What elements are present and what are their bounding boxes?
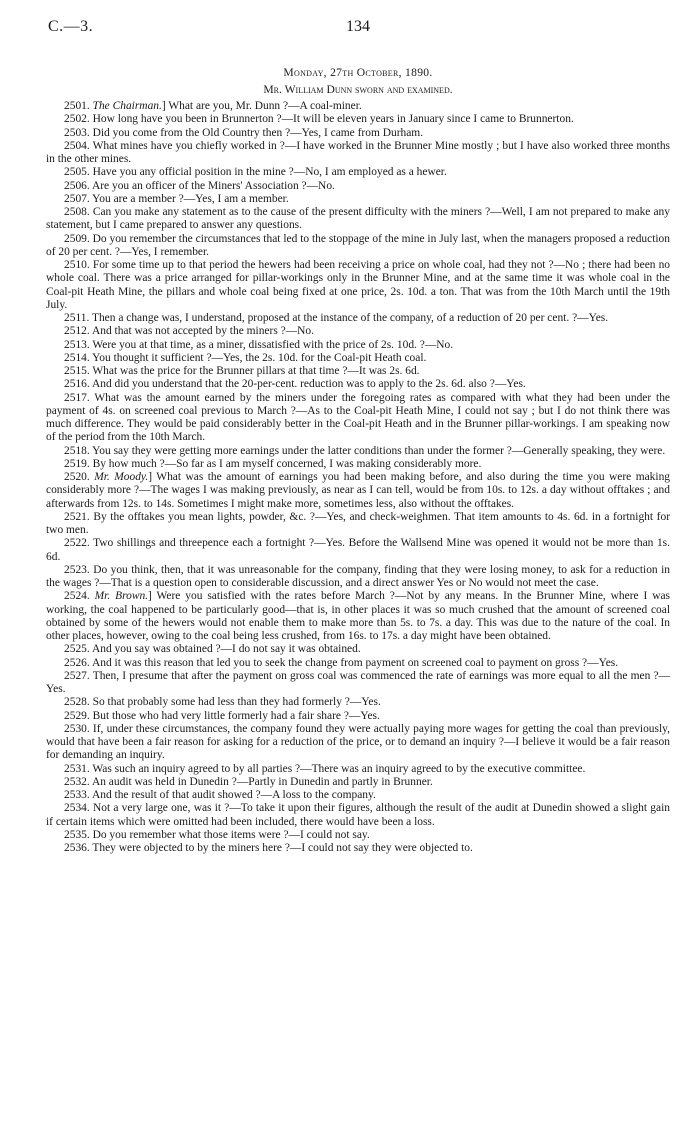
question-number: 2515. <box>64 365 90 377</box>
paragraph-text: And the result of that audit showed ?—A loss to the company. <box>91 789 376 801</box>
testimony-paragraph <box>46 763 670 776</box>
question-number: 2529. <box>64 709 90 722</box>
testimony-paragraph <box>46 166 670 179</box>
paragraph-text: Then a change was, I understand, proposed at the instance of the company, of a reduction of 20 per cent. ?—Yes. <box>91 312 609 324</box>
question-number: 2525. <box>64 643 90 656</box>
paragraph-text: Are you an officer of the Miners' Association ?—No. <box>91 179 335 192</box>
speaker-name: Mr. Moody. <box>94 471 149 483</box>
testimony-paragraph <box>46 458 670 471</box>
paragraph-text: And you say was obtained ?—I do not say it was obtained. <box>91 643 361 656</box>
question-number: 2502. <box>64 113 90 126</box>
witness-heading: Mr. William Dunn sworn and examined. <box>263 83 453 96</box>
testimony-paragraph <box>46 259 670 312</box>
paragraph-text: Do you think, then, that it was unreasonable for the company, finding that they were losing money, to ask for a reduction in the wages ?—That is a question open to considerable discussion, and a direct answer Yes or No would not meet the case. <box>46 563 670 589</box>
testimony-paragraph <box>46 471 670 511</box>
testimony-paragraph <box>46 206 670 233</box>
testimony-paragraph <box>46 365 670 378</box>
page-header <box>46 12 670 42</box>
question-number: 2514. <box>64 351 90 364</box>
document-reference: C.—3. <box>48 18 94 35</box>
testimony-paragraph <box>46 776 670 789</box>
speaker-name: The Chairman. <box>92 100 162 112</box>
paragraph-text: What was the price for the Brunner pillars at that time ?—It was 2s. 6d. <box>92 365 420 377</box>
paragraph-text: Then, I presume that after the payment on gross coal was commenced the rate of earnings was more equal to all the men ?—Yes. <box>46 669 670 695</box>
question-number: 2509. <box>64 232 90 245</box>
paragraph-text: By how much ?—So far as I am myself concerned, I was making considerably more. <box>92 457 482 470</box>
paragraph-text: Was such an inquiry agreed to by all parties ?—There was an inquiry agreed to by the executive committee. <box>92 762 586 775</box>
question-number: 2523. <box>64 563 90 576</box>
question-number: 2526. <box>64 656 90 669</box>
question-number: 2530. <box>64 722 90 735</box>
question-number: 2505. <box>64 166 90 179</box>
question-number: 2533. <box>64 789 90 801</box>
paragraph-text: What was the amount earned by the miners under the foregoing rates as compared with what they had been under the payment of 4s. on screened coal previous to March ?—As to the Coal-pit Heath Mine, I could not say ; but I do not think there was much difference. They would be paid considerably better in the Coal-pit Heath and in the Brunner pillar-workings. I am speaking now of the period from the 10th March. <box>46 391 671 444</box>
testimony-paragraph <box>46 590 670 643</box>
question-number: 2512. <box>64 325 90 338</box>
paragraph-text: Did you come from the Old Country then ?—Yes, I came from Durham. <box>92 126 424 139</box>
paragraph-text: And did you understand that the 20-per-cent. reduction was to apply to the 2s. 6d. also ?—Yes. <box>91 378 526 391</box>
paragraph-text: You say they were getting more earnings under the latter conditions than under the former ?—Generally speaking, they were. <box>92 444 666 457</box>
paragraph-text: Can you make any statement as to the cause of the present difficulty with the miners ?—Well, I am not prepared to make any statement, but I came prepared to answer any questions. <box>46 206 670 232</box>
testimony-paragraph <box>46 696 670 709</box>
document-page <box>46 12 670 855</box>
testimony-paragraph <box>46 802 670 829</box>
question-number: 2504. <box>64 139 90 152</box>
paragraph-text: But those who had very little formerly had a fair share ?—Yes. <box>92 709 380 722</box>
paragraph-text: Were you at that time, as a miner, dissatisfied with the price of 2s. 10d. ?—No. <box>92 338 454 351</box>
testimony-paragraph <box>46 100 670 113</box>
question-number: 2531. <box>64 762 90 775</box>
question-number: 2536. <box>64 842 90 854</box>
question-number: 2520. <box>64 471 90 483</box>
question-number: 2518. <box>64 444 90 457</box>
paragraph-text: You are a member ?—Yes, I am a member. <box>92 192 289 205</box>
paragraph-text: So that probably some had less than they had formerly ?—Yes. <box>92 696 381 709</box>
question-number: 2528. <box>64 696 90 709</box>
question-number: 2532. <box>64 775 90 788</box>
question-number: 2506. <box>64 179 90 192</box>
testimony-paragraph <box>46 445 670 458</box>
question-number: 2535. <box>64 828 90 841</box>
paragraph-text: An audit was held in Dunedin ?—Partly in Dunedin and partly in Brunner. <box>91 775 433 788</box>
testimony-paragraph <box>46 180 670 193</box>
question-number: 2527. <box>64 669 90 682</box>
paragraph-text: Have you any official position in the mine ?—No, I am employed as a hewer. <box>92 166 447 179</box>
paragraph-text: Do you remember the circumstances that led to the stoppage of the mine in July last, when the managers proposed a reduction of 20 per cent. ?—Yes, I remember. <box>46 232 670 258</box>
paragraph-text: Not a very large one, was it ?—To take it upon their figures, although the result of the audit at Dunedin showed a slight gain if certain items which were omitted had been included, there would have been a loss. <box>46 802 671 828</box>
paragraph-text: ] Were you satisfied with the rates before March ?—Not by any means. In the Brunner Mine, where I was working, the coal happened to be particularly good—that is, in other places it was so much crushed that the amount of screened coal obtained by some of the hewers would not enable them to make more than 5s. to 7s. a day. This was due to the nature of the coal. In other places, however, owing to the coal being less crushed, from 16s. to 17s. a day might have been obtained. <box>46 590 670 642</box>
testimony-paragraph <box>46 723 670 763</box>
question-number: 2516. <box>64 378 90 391</box>
testimony-paragraph <box>46 643 670 656</box>
testimony-paragraph <box>46 564 670 591</box>
testimony-paragraph <box>46 392 670 445</box>
question-number: 2534. <box>64 802 90 815</box>
paragraph-text: By the offtakes you mean lights, powder, &c. ?—Yes, and check-weighmen. That item amounts to 4s. 6d. in a fortnight for two men. <box>46 510 671 536</box>
date-heading: Monday, 27th October, 1890. <box>283 66 433 79</box>
testimony-paragraph <box>46 113 670 126</box>
paragraph-text: How long have you been in Brunnerton ?—It will be eleven years in January since I came to Brunnerton. <box>92 113 574 126</box>
testimony-paragraph <box>46 140 670 167</box>
page-number: 134 <box>346 18 370 35</box>
testimony-paragraph <box>46 193 670 206</box>
testimony-paragraph <box>46 325 670 338</box>
testimony-paragraph <box>46 537 670 564</box>
testimony-paragraph <box>46 842 670 855</box>
testimony-paragraph <box>46 312 670 325</box>
question-number: 2507. <box>64 192 90 205</box>
testimony-paragraph <box>46 352 670 365</box>
testimony-paragraph <box>46 657 670 670</box>
paragraph-text: And it was this reason that led you to seek the change from payment on screened coal to payment on gross ?—Yes. <box>91 656 619 669</box>
paragraph-text: Two shillings and threepence each a fortnight ?—Yes. Before the Wallsend Mine was opened it would not be more than 1s. 6d. <box>46 537 670 563</box>
paragraph-text: And that was not accepted by the miners ?—No. <box>91 325 314 338</box>
paragraph-text: They were objected to by the miners here ?—I could not say they were objected to. <box>92 842 473 854</box>
testimony-paragraph <box>46 670 670 697</box>
speaker-name: Mr. Brown. <box>94 590 149 603</box>
testimony-paragraph <box>46 127 670 140</box>
paragraph-text: ] What are you, Mr. Dunn ?—A coal-miner. <box>161 100 362 112</box>
question-number: 2519. <box>64 457 90 470</box>
paragraph-text: Do you remember what those items were ?—I could not say. <box>92 828 370 841</box>
testimony-paragraph <box>46 710 670 723</box>
question-number: 2517. <box>64 391 90 404</box>
paragraph-text: You thought it sufficient ?—Yes, the 2s. 10d. for the Coal-pit Heath coal. <box>92 351 427 364</box>
question-number: 2513. <box>64 338 90 351</box>
paragraph-text: What mines have you chiefly worked in ?—I have worked in the Brunner Mine mostly ; but I have also worked three months in the other mines. <box>46 139 671 165</box>
paragraph-text: ] What was the amount of earnings you had been making before, and also during the time you were making considerably more ?—The wages I was making previously, as near as I can tell, would be from 10s. to 12s. a day without offtakes ; and afterwards from 12s. to 14s. Sometimes I might make more, sometimes less, also without the offtakes. <box>46 471 671 510</box>
testimony-paragraph <box>46 511 670 538</box>
testimony-paragraph <box>46 829 670 842</box>
question-number: 2522. <box>64 537 90 550</box>
testimony-paragraph <box>46 339 670 352</box>
testimony-paragraph <box>46 233 670 260</box>
question-number: 2510. <box>64 259 90 271</box>
question-number: 2501. <box>64 100 90 112</box>
question-number: 2524. <box>64 590 90 603</box>
question-number: 2503. <box>64 126 90 139</box>
testimony-paragraph <box>46 789 670 802</box>
paragraph-text: If, under these circumstances, the company found they were actually paying more wages for getting the coal than previously, would that have been a fair reason for asking for a reduction of the price, or to demand an inquiry ?—I believe it would be a fair reason for demanding an inquiry. <box>46 722 670 762</box>
testimony-body <box>46 100 670 855</box>
question-number: 2511. <box>64 312 90 324</box>
testimony-paragraph <box>46 378 670 391</box>
question-number: 2508. <box>64 206 90 218</box>
question-number: 2521. <box>64 510 90 523</box>
paragraph-text: For some time up to that period the hewers had been receiving a price on whole coal, had they not ?—No ; there had been no whole coal. There was a price arranged for pillar-workings only in the Brunner Mine, and at the same time it was whole coal in the Coal-pit Heath Mine, the pillars and whole coal being fixed at one price, 2s. 10d. a ton. That was from the 10th March until the 19th July. <box>46 259 671 311</box>
